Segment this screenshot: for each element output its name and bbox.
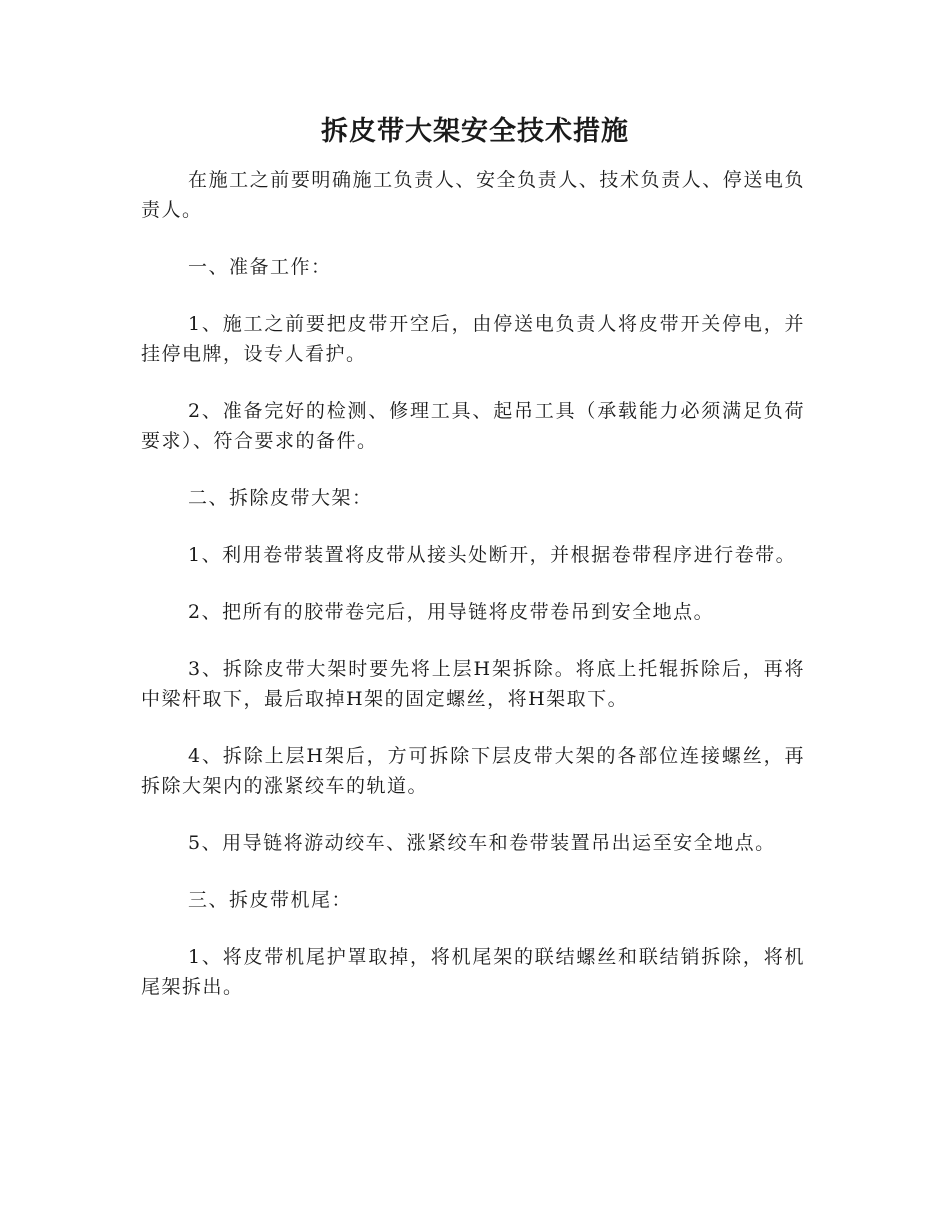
paragraph-remove-frame-3: 3、拆除皮带大架时要先将上层H架拆除。将底上托辊拆除后，再将中梁杆取下，最后取掉H架的固定螺丝，将H架取下。 xyxy=(141,658,805,710)
paragraph-remove-frame-1: 1、利用卷带装置将皮带从接头处断开，并根据卷带程序进行卷带。 xyxy=(188,544,797,566)
section-heading-preparation: 一、准备工作： xyxy=(188,256,332,278)
paragraph-preparation-1: 1、施工之前要把皮带开空后，由停送电负责人将皮带开关停电，并挂停电牌，设专人看护。 xyxy=(141,313,805,365)
section-heading-remove-frame: 二、拆除皮带大架： xyxy=(188,487,373,509)
paragraph-tail-1: 1、将皮带机尾护罩取掉，将机尾架的联结螺丝和联结销拆除，将机尾架拆出。 xyxy=(141,946,805,998)
paragraph-remove-frame-4: 4、拆除上层H架后，方可拆除下层皮带大架的各部位连接螺丝，再拆除大架内的涨紧绞车的轨道。 xyxy=(141,745,805,797)
paragraph-intro: 在施工之前要明确施工负责人、安全负责人、技术负责人、停送电负责人。 xyxy=(141,169,805,221)
paragraph-remove-frame-2: 2、把所有的胶带卷完后，用导链将皮带卷吊到安全地点。 xyxy=(188,601,715,623)
paragraph-preparation-2: 2、准备完好的检测、修理工具、起吊工具（承载能力必须满足负荷要求）、符合要求的备件。 xyxy=(141,400,805,452)
document-title: 拆皮带大架安全技术措施 xyxy=(321,116,629,147)
paragraph-remove-frame-5: 5、用导链将游动绞车、涨紧绞车和卷带装置吊出运至安全地点。 xyxy=(188,832,776,854)
document-body xyxy=(141,165,805,1029)
section-heading-tail: 三、拆皮带机尾： xyxy=(188,889,353,911)
